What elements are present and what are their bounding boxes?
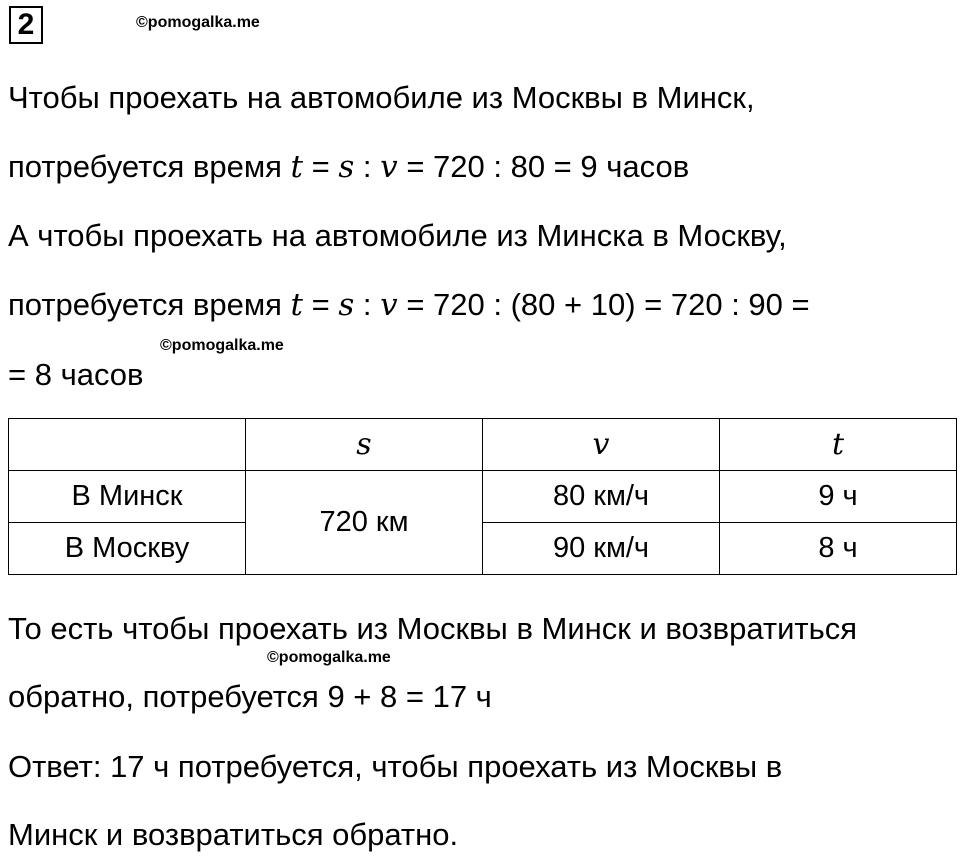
colon-sign: : <box>362 287 372 322</box>
paragraph1-line1: Чтобы проехать на автомобиле из Москвы в Минск, <box>8 80 755 115</box>
watermark-bottom: ©pomogalka.me <box>267 649 391 666</box>
variable-t: t <box>290 287 304 323</box>
time-cell: 9 ч <box>720 471 957 523</box>
watermark-top: ©pomogalka.me <box>136 14 260 31</box>
colon-sign: : <box>362 149 372 184</box>
calculation-text: = 720 : (80 + 10) = 720 : 90 = <box>406 287 810 322</box>
distance-cell: 720 км <box>246 471 483 575</box>
row-label-minsk: В Минск <box>9 471 246 523</box>
data-table <box>8 418 957 575</box>
speed-cell: 80 км/ч <box>483 471 720 523</box>
row-label-moscow: В Москву <box>9 523 246 575</box>
paragraph2-line3: = 8 часов <box>8 357 144 392</box>
variable-v: v <box>380 287 398 323</box>
answer-line2: Минск и возвратиться обратно. <box>8 817 459 852</box>
speed-cell: 90 км/ч <box>483 523 720 575</box>
task-number-badge: 2 <box>9 6 43 44</box>
table-header-empty <box>9 419 246 471</box>
variable-v: v <box>380 149 398 185</box>
time-cell: 8 ч <box>720 523 957 575</box>
variable-s: s <box>338 149 355 185</box>
variable-t: t <box>290 149 304 185</box>
table-header-t: t <box>720 419 957 471</box>
watermark-middle: ©pomogalka.me <box>160 337 284 354</box>
equals-sign: = <box>311 287 330 322</box>
text-prefix: потребуется время <box>8 149 282 184</box>
table-header-v: v <box>483 419 720 471</box>
paragraph3-line1: То есть чтобы проехать из Москвы в Минск и возвратиться <box>8 611 858 646</box>
text-prefix: потребуется время <box>8 287 282 322</box>
paragraph2-line1: А чтобы проехать на автомобиле из Минска в Москву, <box>8 218 787 253</box>
table-row <box>9 471 957 523</box>
calculation-text: = 720 : 80 = 9 часов <box>406 149 690 184</box>
variable-s: s <box>338 287 355 323</box>
table-header-row <box>9 419 957 471</box>
equals-sign: = <box>311 149 330 184</box>
paragraph2-line2 <box>8 287 810 323</box>
paragraph1-line2 <box>8 149 689 185</box>
paragraph3-line2: обратно, потребуется 9 + 8 = 17 ч <box>8 679 492 714</box>
table-row <box>9 523 957 575</box>
table-header-s: s <box>246 419 483 471</box>
answer-line1: Ответ: 17 ч потребуется, чтобы проехать из Москвы в <box>8 749 783 784</box>
